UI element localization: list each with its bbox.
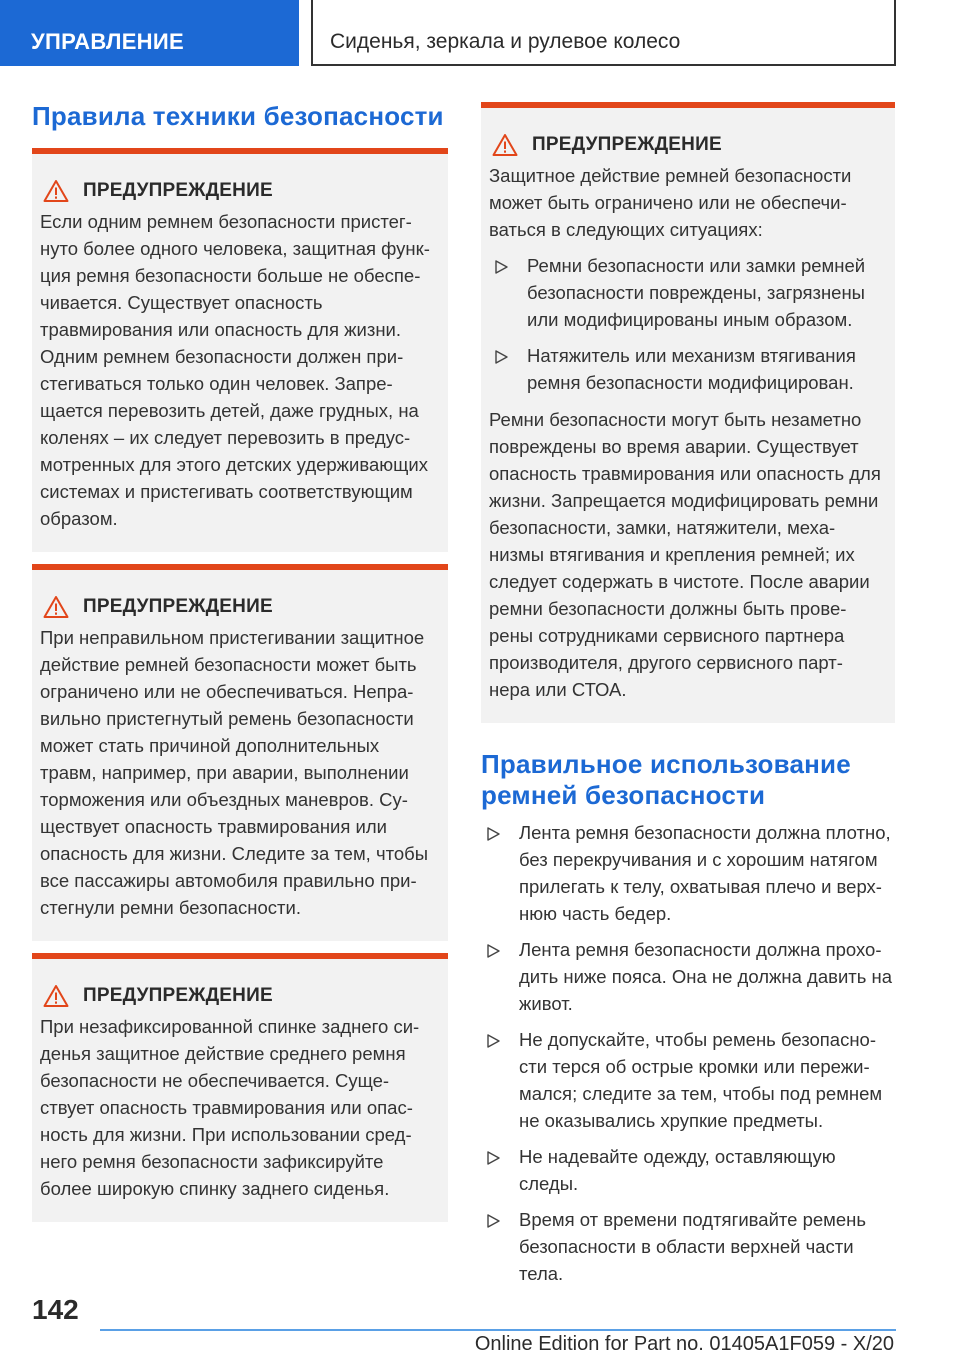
warning-text [40, 624, 434, 921]
text-line: системах и пристегивать соответствующим [40, 481, 413, 502]
text-line: Не надевайте одежду, оставляющую [519, 1146, 836, 1167]
warning-title: ПРЕДУПРЕЖДЕНИЕ [83, 180, 273, 201]
edition-note: Online Edition for Part no. 01405A1F059 - X/20 [474, 1333, 894, 1355]
text-line: ваться в следующих ситуациях: [489, 219, 763, 240]
warning-title: ПРЕДУПРЕЖДЕНИЕ [83, 596, 273, 617]
text-line: следует содержать в чистоте. После аварии [489, 571, 870, 592]
bullet-triangle-icon [487, 1214, 501, 1228]
text-line: производителя, другого сервисного парт- [489, 652, 843, 673]
warning-header [40, 590, 434, 624]
text-line: ность для жизни. При использовании сред- [40, 1124, 412, 1145]
text-line: опасность травмирования или опасность для [489, 463, 881, 484]
text-line: травм, например, при аварии, выполнении [40, 762, 409, 783]
text-line: все пассажиры автомобиля правильно при- [40, 870, 417, 891]
text-line: ствует опасность травмирования или опас- [40, 1097, 413, 1118]
text-line: живот. [519, 993, 573, 1014]
text-line: опасность для жизни. Следите за тем, чтобы [40, 843, 429, 864]
text-line: ремни безопасности должны быть прове- [489, 598, 847, 619]
text-line: Если одним ремнем безопасности пристег- [40, 211, 412, 232]
text-line: денья защитное действие среднего ремня [40, 1043, 406, 1064]
list-item [481, 1206, 895, 1287]
text-line: Время от времени подтягивайте ремень [519, 1209, 867, 1230]
text-line: нуто более одного человека, защитная функ- [40, 238, 430, 259]
text-line: тела. [519, 1263, 564, 1284]
title-line: Правильное использование [481, 749, 851, 779]
text-line: без перекручивания и с хорошим натягом [519, 849, 878, 870]
text-line: действие ремней безопасности может быть [40, 654, 417, 675]
warning-box-1 [32, 148, 448, 552]
text-line: щается перевозить детей, даже грудных, на [40, 400, 419, 421]
text-line: торможения или объездных маневров. Су- [40, 789, 408, 810]
warning-title: ПРЕДУПРЕЖДЕНИЕ [532, 134, 722, 155]
warning-triangle-icon [492, 133, 518, 157]
text-line: вильно пристегнутый ремень безопасности [40, 708, 414, 729]
text-line: ществует опасность травмирования или [40, 816, 388, 837]
text-line: безопасности в области верхней части [519, 1236, 854, 1257]
text-line: ция ремня безопасности больше не обеспе- [40, 265, 421, 286]
text-line: рены сотрудниками сервисного партнера [489, 625, 845, 646]
bullet-triangle-icon [487, 1151, 501, 1165]
text-line: может быть ограничено или не обеспечи- [489, 192, 847, 213]
text-line: безопасности, замки, натяжители, меха- [489, 517, 836, 538]
warning-intro [489, 162, 881, 243]
warning-text [40, 208, 434, 532]
list-item [481, 1143, 895, 1197]
text-line: нера или СТОА. [489, 679, 627, 700]
text-line: безопасности повреждены, загрязнены [527, 282, 865, 303]
warning-box-2 [32, 564, 448, 941]
bullet-triangle-icon [487, 827, 501, 841]
warning-outro [489, 406, 881, 703]
list-item [489, 252, 881, 333]
right-column [481, 102, 895, 1287]
list-item [481, 1026, 895, 1134]
text-line: не оказывались хрупкие предметы. [519, 1110, 824, 1131]
text-line: стегнули ремни безопасности. [40, 897, 301, 918]
text-line: жизни. Запрещается модифицировать ремни [489, 490, 879, 511]
text-line: Не допускайте, чтобы ремень безопасно- [519, 1029, 877, 1050]
text-line: следы. [519, 1173, 579, 1194]
text-line: сти терся об острые кромки или пережи- [519, 1056, 870, 1077]
page-header [0, 0, 960, 66]
warning-title: ПРЕДУПРЕЖДЕНИЕ [83, 985, 273, 1006]
usage-bullet-list [481, 819, 895, 1287]
text-line: повреждены во время аварии. Существует [489, 436, 859, 457]
text-line: чивается. Существует опасность [40, 292, 323, 313]
text-line: образом. [40, 508, 118, 529]
bullet-triangle-icon [495, 260, 509, 274]
text-line: Ремни безопасности могут быть незаметно [489, 409, 862, 430]
warning-header [40, 979, 434, 1013]
left-column [32, 98, 448, 1222]
warning-text [40, 1013, 434, 1202]
text-line: низмы втягивания и крепления ремней; их [489, 544, 855, 565]
warning-box-3 [32, 953, 448, 1222]
footer-divider [100, 1329, 896, 1331]
text-line: Защитное действие ремней безопасности [489, 165, 852, 186]
text-line: безопасности не обеспечивается. Суще- [40, 1070, 390, 1091]
text-line: дить ниже пояса. Она не должна давить на [519, 966, 893, 987]
warning-triangle-icon [43, 984, 69, 1008]
list-item [481, 936, 895, 1017]
text-line: мался; следите за тем, чтобы под ремнем [519, 1083, 883, 1104]
section-title-belt-usage [481, 749, 895, 811]
list-item [489, 342, 881, 396]
text-line: травмирования или опасность для жизни. [40, 319, 402, 340]
warning-box-4 [481, 102, 895, 723]
bullet-triangle-icon [487, 1034, 501, 1048]
text-line: нюю часть бедер. [519, 903, 672, 924]
text-line: Лента ремня безопасности должна плотно, [519, 822, 891, 843]
bullet-triangle-icon [495, 350, 509, 364]
text-line: более широкую спинку заднего сиденья. [40, 1178, 390, 1199]
warning-bullet-list [489, 252, 881, 396]
warning-triangle-icon [43, 179, 69, 203]
chapter-title: Сиденья, зеркала и рулевое колесо [311, 0, 896, 66]
section-tab: УПРАВЛЕНИЕ [0, 0, 299, 66]
bullet-triangle-icon [487, 944, 501, 958]
text-line: стегиваться только один человек. Запре- [40, 373, 393, 394]
text-line: Одним ремнем безопасности должен при- [40, 346, 404, 367]
warning-triangle-icon [43, 595, 69, 619]
text-line: него ремня безопасности зафиксируйте [40, 1151, 384, 1172]
text-line: прилегать к телу, охватывая плечо и верх- [519, 876, 882, 897]
text-line: При незафиксированной спинке заднего си- [40, 1016, 420, 1037]
text-line: ремня безопасности модифицирован. [527, 372, 854, 393]
text-line: коленях – их следует перевозить в предус- [40, 427, 411, 448]
warning-header [40, 174, 434, 208]
text-line: мотренных для этого детских удерживающих [40, 454, 428, 475]
warning-header [489, 128, 881, 162]
text-line: При неправильном пристегивании защитное [40, 627, 425, 648]
text-line: Ремни безопасности или замки ремней [527, 255, 866, 276]
text-line: ограничено или не обеспечиваться. Непра- [40, 681, 414, 702]
title-line: ремней безопасности [481, 780, 766, 810]
text-line: Лента ремня безопасности должна прохо- [519, 939, 882, 960]
page-number: 142 [32, 1294, 79, 1325]
text-line: или модифицированы иным образом. [527, 309, 853, 330]
list-item [481, 819, 895, 927]
section-title-safety: Правила техники безопасности [32, 101, 444, 131]
text-line: Натяжитель или механизм втягивания [527, 345, 856, 366]
text-line: может стать причиной дополнительных [40, 735, 380, 756]
